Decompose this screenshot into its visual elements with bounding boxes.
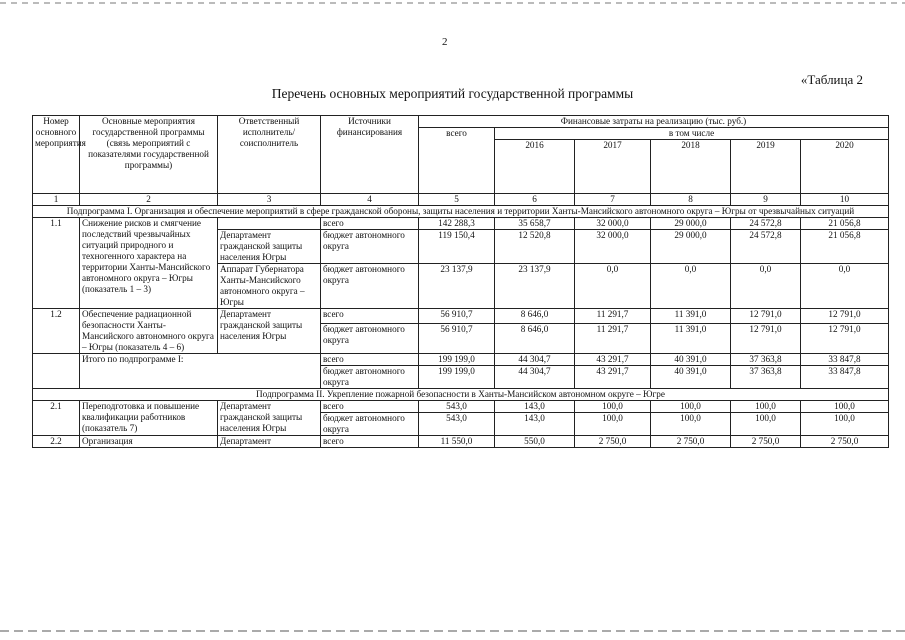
amount-2020: 33 847,8 <box>801 354 889 366</box>
funding-source: бюджет автономного округа <box>321 366 419 389</box>
source-total: всего <box>321 354 419 366</box>
header-year: 2020 <box>801 140 889 194</box>
header-year: 2016 <box>495 140 575 194</box>
header-year: 2018 <box>651 140 731 194</box>
amount-2016: 8 646,0 <box>495 309 575 324</box>
itogo-num-empty <box>33 354 80 389</box>
responsible-empty <box>218 218 321 230</box>
page-number: 2 <box>442 36 448 48</box>
source-total: всего <box>321 436 419 448</box>
measure-number: 2.2 <box>33 436 80 448</box>
amount-2016: 550,0 <box>495 436 575 448</box>
document-title: Перечень основных мероприятий государственной программы <box>271 86 634 101</box>
measure-number: 2.1 <box>33 401 80 436</box>
source-total: всего <box>321 309 419 324</box>
source-total: всего <box>321 401 419 413</box>
amount-2020: 2 750,0 <box>801 436 889 448</box>
col-number: 1 <box>33 194 80 206</box>
amount-2019: 2 750,0 <box>731 436 801 448</box>
amount-2019: 0,0 <box>731 264 801 309</box>
amount-2018: 29 000,0 <box>651 218 731 230</box>
measure-name: Снижение рисков и смягчение последствий чрезвычайных ситуаций природного и техногенного характера на территории Ханты-Мансийского автономного округа – Югры (показатель 1 – 3) <box>80 218 218 309</box>
amount-2016: 143,0 <box>495 413 575 436</box>
amount-2017: 0,0 <box>575 264 651 309</box>
subtotal-label: Итого по подпрограмме I: <box>80 354 321 389</box>
measure-name: Переподготовка и повышение квалификации работников (показатель 7) <box>80 401 218 436</box>
col-number: 5 <box>419 194 495 206</box>
amount-total: 23 137,9 <box>419 264 495 309</box>
header-including: в том числе <box>495 128 889 140</box>
subprogram-1-heading: Подпрограмма I. Организация и обеспечение мероприятий в сфере гражданской обороны, защиты населения и территории Ханты-Мансийского автономного округа – Югры от чрезвычайных ситуаций <box>33 206 889 218</box>
amount-total: 56 910,7 <box>419 324 495 354</box>
program-measures-table <box>32 115 889 448</box>
amount-2020: 33 847,8 <box>801 366 889 389</box>
amount-2017: 100,0 <box>575 401 651 413</box>
amount-2016: 35 658,7 <box>495 218 575 230</box>
amount-2016: 143,0 <box>495 401 575 413</box>
funding-source: бюджет автономного округа <box>321 413 419 436</box>
header-num: Номер основного мероприятия <box>33 116 80 194</box>
header-total: всего <box>419 128 495 194</box>
amount-2020: 12 791,0 <box>801 324 889 354</box>
amount-2016: 23 137,9 <box>495 264 575 309</box>
amount-2019: 24 572,8 <box>731 218 801 230</box>
amount-2019: 24 572,8 <box>731 230 801 264</box>
col-number: 3 <box>218 194 321 206</box>
col-number: 7 <box>575 194 651 206</box>
amount-2017: 100,0 <box>575 413 651 436</box>
col-number: 6 <box>495 194 575 206</box>
amount-total: 142 288,3 <box>419 218 495 230</box>
col-number: 4 <box>321 194 419 206</box>
table-label: «Таблица 2 <box>800 72 863 87</box>
header-costs: Финансовые затраты на реализацию (тыс. руб.) <box>419 116 889 128</box>
amount-2017: 11 291,7 <box>575 324 651 354</box>
col-number: 9 <box>731 194 801 206</box>
amount-2018: 11 391,0 <box>651 324 731 354</box>
scan-artifact-top <box>0 2 905 4</box>
amount-total: 56 910,7 <box>419 309 495 324</box>
amount-total: 119 150,4 <box>419 230 495 264</box>
amount-2017: 11 291,7 <box>575 309 651 324</box>
amount-total: 199 199,0 <box>419 354 495 366</box>
amount-2020: 21 056,8 <box>801 218 889 230</box>
header-responsible: Ответственный исполнитель/соисполнитель <box>218 116 321 194</box>
subprogram-2-heading: Подпрограмма II. Укрепление пожарной безопасности в Ханты-Мансийском автономном округе – Югре <box>33 389 889 401</box>
header-source: Источники финансирования <box>321 116 419 194</box>
col-number: 10 <box>801 194 889 206</box>
amount-2017: 43 291,7 <box>575 366 651 389</box>
amount-2016: 44 304,7 <box>495 366 575 389</box>
source-total: всего <box>321 218 419 230</box>
col-number: 2 <box>80 194 218 206</box>
header-year: 2017 <box>575 140 651 194</box>
measure-name: Обеспечение радиационной безопасности Ханты-Мансийского автономного округа – Югры (показатель 4 – 6) <box>80 309 218 354</box>
measure-name: Организация <box>80 436 218 448</box>
amount-total: 11 550,0 <box>419 436 495 448</box>
funding-source: бюджет автономного округа <box>321 230 419 264</box>
amount-2018: 2 750,0 <box>651 436 731 448</box>
amount-2018: 0,0 <box>651 264 731 309</box>
amount-2018: 40 391,0 <box>651 366 731 389</box>
amount-total: 543,0 <box>419 401 495 413</box>
header-year: 2019 <box>731 140 801 194</box>
amount-2019: 37 363,8 <box>731 366 801 389</box>
amount-2016: 8 646,0 <box>495 324 575 354</box>
amount-2019: 100,0 <box>731 401 801 413</box>
amount-2019: 12 791,0 <box>731 324 801 354</box>
amount-2017: 43 291,7 <box>575 354 651 366</box>
responsible: Департамент гражданской защиты населения Югры <box>218 401 321 436</box>
funding-source: бюджет автономного округа <box>321 264 419 309</box>
amount-2016: 12 520,8 <box>495 230 575 264</box>
amount-2020: 100,0 <box>801 401 889 413</box>
amount-2019: 37 363,8 <box>731 354 801 366</box>
amount-2018: 40 391,0 <box>651 354 731 366</box>
amount-2016: 44 304,7 <box>495 354 575 366</box>
funding-source: бюджет автономного округа <box>321 324 419 354</box>
col-number: 8 <box>651 194 731 206</box>
responsible: Департамент гражданской защиты населения Югры <box>218 309 321 354</box>
responsible: Департамент гражданской защиты населения Югры <box>218 230 321 264</box>
header-name: Основные мероприятия государственной программы (связь мероприятий с показателями государственной программы) <box>80 116 218 194</box>
amount-2018: 29 000,0 <box>651 230 731 264</box>
amount-2020: 21 056,8 <box>801 230 889 264</box>
amount-total: 543,0 <box>419 413 495 436</box>
responsible: Аппарат Губернатора Ханты-Мансийского автономного округа – Югры <box>218 264 321 309</box>
amount-2017: 32 000,0 <box>575 218 651 230</box>
scan-artifact-bottom <box>0 630 905 632</box>
amount-2019: 12 791,0 <box>731 309 801 324</box>
amount-total: 199 199,0 <box>419 366 495 389</box>
amount-2018: 100,0 <box>651 401 731 413</box>
amount-2018: 11 391,0 <box>651 309 731 324</box>
amount-2019: 100,0 <box>731 413 801 436</box>
amount-2020: 100,0 <box>801 413 889 436</box>
amount-2018: 100,0 <box>651 413 731 436</box>
amount-2020: 12 791,0 <box>801 309 889 324</box>
measure-number: 1.1 <box>33 218 80 309</box>
responsible: Департамент <box>218 436 321 448</box>
measure-number: 1.2 <box>33 309 80 354</box>
amount-2017: 32 000,0 <box>575 230 651 264</box>
amount-2017: 2 750,0 <box>575 436 651 448</box>
amount-2020: 0,0 <box>801 264 889 309</box>
